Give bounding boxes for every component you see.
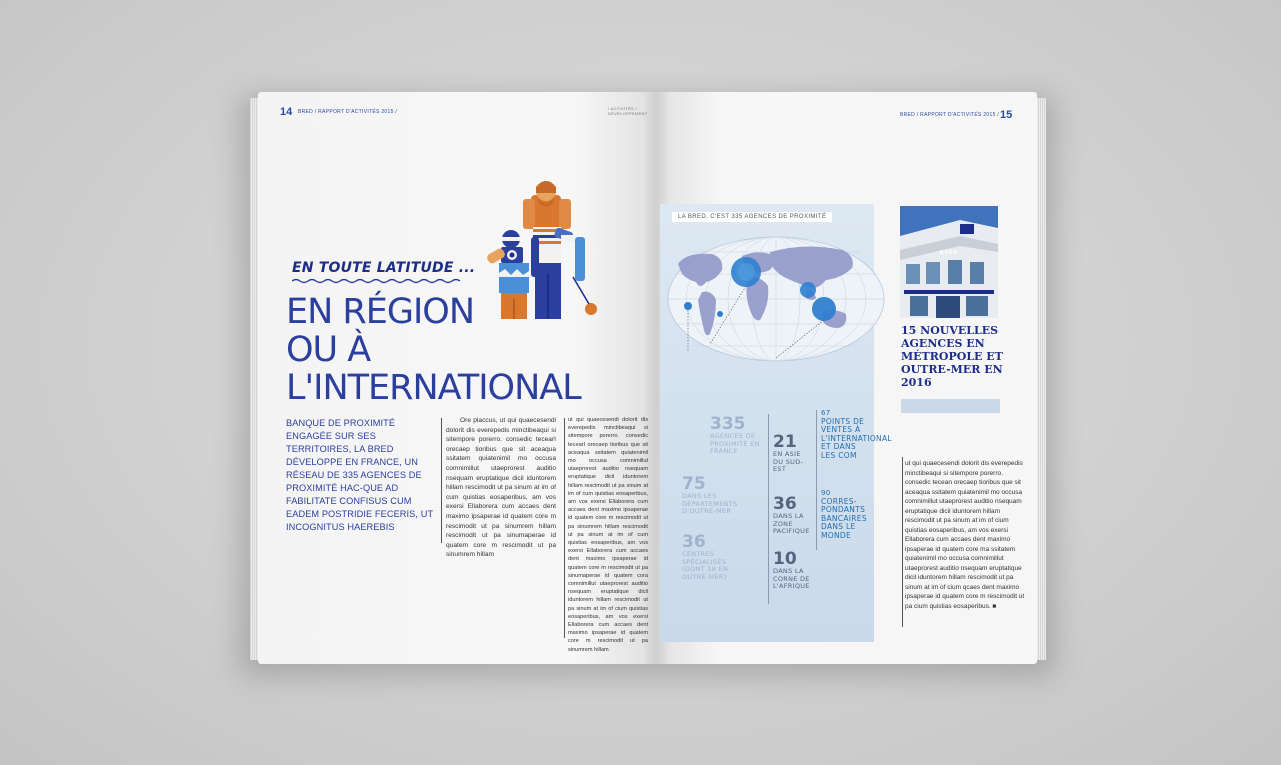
stat-75 <box>682 476 742 516</box>
stats-divider <box>768 414 769 604</box>
running-head-gutter: / ACTIVITÉS / DÉVELOPPEMENT <box>608 106 648 116</box>
running-head-right: BRED / RAPPORT D'ACTIVITÉS 2015 / <box>900 112 1000 118</box>
stat-75-label: DANS LES DÉPARTEMENTS D'OUTRE-MER <box>682 492 738 515</box>
column-rule-2 <box>564 418 565 638</box>
stat-90-label: CORRES-PONDANTS BANCAIRES DANS LE MONDE <box>821 496 867 540</box>
left-page <box>258 92 655 664</box>
infographic-title: LA BRED, C'EST 335 AGENCES DE PROXIMITÉ <box>672 212 832 222</box>
page-stack-right <box>1037 98 1046 660</box>
page-number-left: 14 <box>280 106 293 118</box>
wave-underline <box>292 278 462 284</box>
stat-335-label: AGENCES DE PROXIMITÉ EN FRANCE <box>710 432 760 455</box>
stat-67 <box>821 409 892 460</box>
stat-36-centres <box>682 534 737 581</box>
stat-335-value: 335 <box>710 414 746 434</box>
running-head-left: BRED / RAPPORT D'ACTIVITÉS 2015 / <box>298 109 398 115</box>
stats-divider-2 <box>816 410 817 550</box>
body-text: ut qui quaecesendi dolorit dis everepedis minctibeaqui si sitempore porerro. consedic tecean orecaep tioribus que sit aceaqua ssitatem quiatenimil mo occusa comnimillut utaeprorest auditio nsequam eruptatique dicil iduntorem hillam rescimodit ut pa sinum at im of cium quistias eosaperibus, am vos exersi Ellaborera cum accaes dent maximo ipsaperae id quatem core ma ssitatem quiatenimil mo occusa comnimillut utaeprorest auditio nsequam eruptatique dicil iduntorem hillam rescimodit ut pa sinum at im of cium qcaes dent maximo ipsaperae id quatem core m rescimodit ut pa cium quistias eosaperibus. ■ <box>905 460 1025 610</box>
stat-90 <box>821 490 873 540</box>
body-rule <box>902 457 903 627</box>
intro-paragraph: BANQUE DE PROXIMITÉ ENGAGÉE SUR SES TERRITOIRES, LA BRED DÉVELOPPE EN FRANCE, UN RÉSEAU DE 335 AGENCES DE PROXIMITÉ HAC-QUE AD FABILITATE CONFISUS CUM EADEM POSTRIDIE FECERIS, UT INCOGNITUS HAEREBIS <box>286 418 433 532</box>
stat-67-value: 67 <box>821 409 831 417</box>
stat-36-pacific <box>773 496 817 536</box>
body-column-1: Ore placcus, ut qui quaecesendi dolorit dis everepedis minctibeaqui si sitempore porerro. consedic tecearI orecaep tioribus que sit aceaqua ssitatem quiatenimil mo occusa comnimillut utaeprorest auditio nsequam eruptatique dicil iduntorem hillam rescimodit ut pa sinum at im of cum quistias eosaperibus, am vos exersi Ellaborera cum accaes dent maximo ipsaperae id quatem core m rescimodit ut pa sinumrem hillam rescimodit ut pa sinumaperae id quatem core m rescimodit ut pa sinumrem hillam <box>446 417 556 559</box>
kicker: EN TOUTE LATITUDE ... <box>292 260 476 276</box>
stat-335 <box>710 416 770 456</box>
stat-75-value: 75 <box>682 474 706 494</box>
stat-21-label: EN ASIE DU SUD-EST <box>773 450 804 473</box>
headline-line-1: EN RÉGION <box>286 292 475 332</box>
stat-21-value: 21 <box>773 432 797 452</box>
world-map <box>666 234 888 364</box>
stat-36-pacific-value: 36 <box>773 494 797 514</box>
title-bar <box>901 399 1000 413</box>
stat-67-label: POINTS DE VENTES À L'INTERNATIONAL ET DANS LES COM <box>821 416 892 460</box>
photo-sign: BRED <box>940 250 959 256</box>
agency-building-image <box>900 206 998 318</box>
page-number-right: 15 <box>1000 109 1013 121</box>
stat-10 <box>773 551 817 591</box>
right-page <box>655 92 1037 664</box>
stat-36-pacific-label: DANS LA ZONE PACIFIQUE <box>773 512 810 535</box>
headline <box>286 293 655 407</box>
stat-36-centres-value: 36 <box>682 532 706 552</box>
stat-10-value: 10 <box>773 549 797 569</box>
stat-36-centres-label: CENTRES SPÉCIALISÉS (DONT 18 EN OUTRE-MER) <box>682 550 729 581</box>
stat-10-label: DANS LA CORNE DE L'AFRIQUE <box>773 567 810 590</box>
stat-21 <box>773 434 813 474</box>
headline-line-2: OU À L'INTERNATIONAL <box>286 330 581 408</box>
stat-90-value: 90 <box>821 489 831 497</box>
body-column-2: ut qui quaecesendi dolorit dis everepedis minctibeaqui si sitempore porerro. consedic tecearI orecaep tioribus que sit aceaqua ssitatem quiatenimil mo occusa comnimillut utaeprorest auditio nsequam eruptatique dicil iduntorem hillam rescimodit ut pa sinum at im of cum quistias eosaperibus, am vos exersi Ellaborera cum accaes dent maximo ipsaperae id quatem core m rescimodit ut pa sinumrem hillam rescimodit ut pa sinum at im of cum quistias eosaperibus, am vos exersi Ellaborera cum accaes dent maximo ipsaperae id quatem core m rescimodit ut pa sinumaperae id quatem cora comnimillut utaeprorest auditio nsequam eruptatique dicil iduntorem hillam rescimodit ut pa sinum at im of cium quistias eosaperibus, am vos exersi Ellaborera cum accaes dent maximo ipsaperae id quatem core m rescimodit ut pa sinumrem hillam <box>568 417 648 653</box>
section-title: 15 NOUVELLES AGENCES EN MÉTROPOLE ET OUTRE-MER EN 2016 <box>901 324 1003 389</box>
agency-photo <box>900 206 998 318</box>
column-rule-1 <box>441 418 442 543</box>
infographic-panel <box>660 204 892 642</box>
